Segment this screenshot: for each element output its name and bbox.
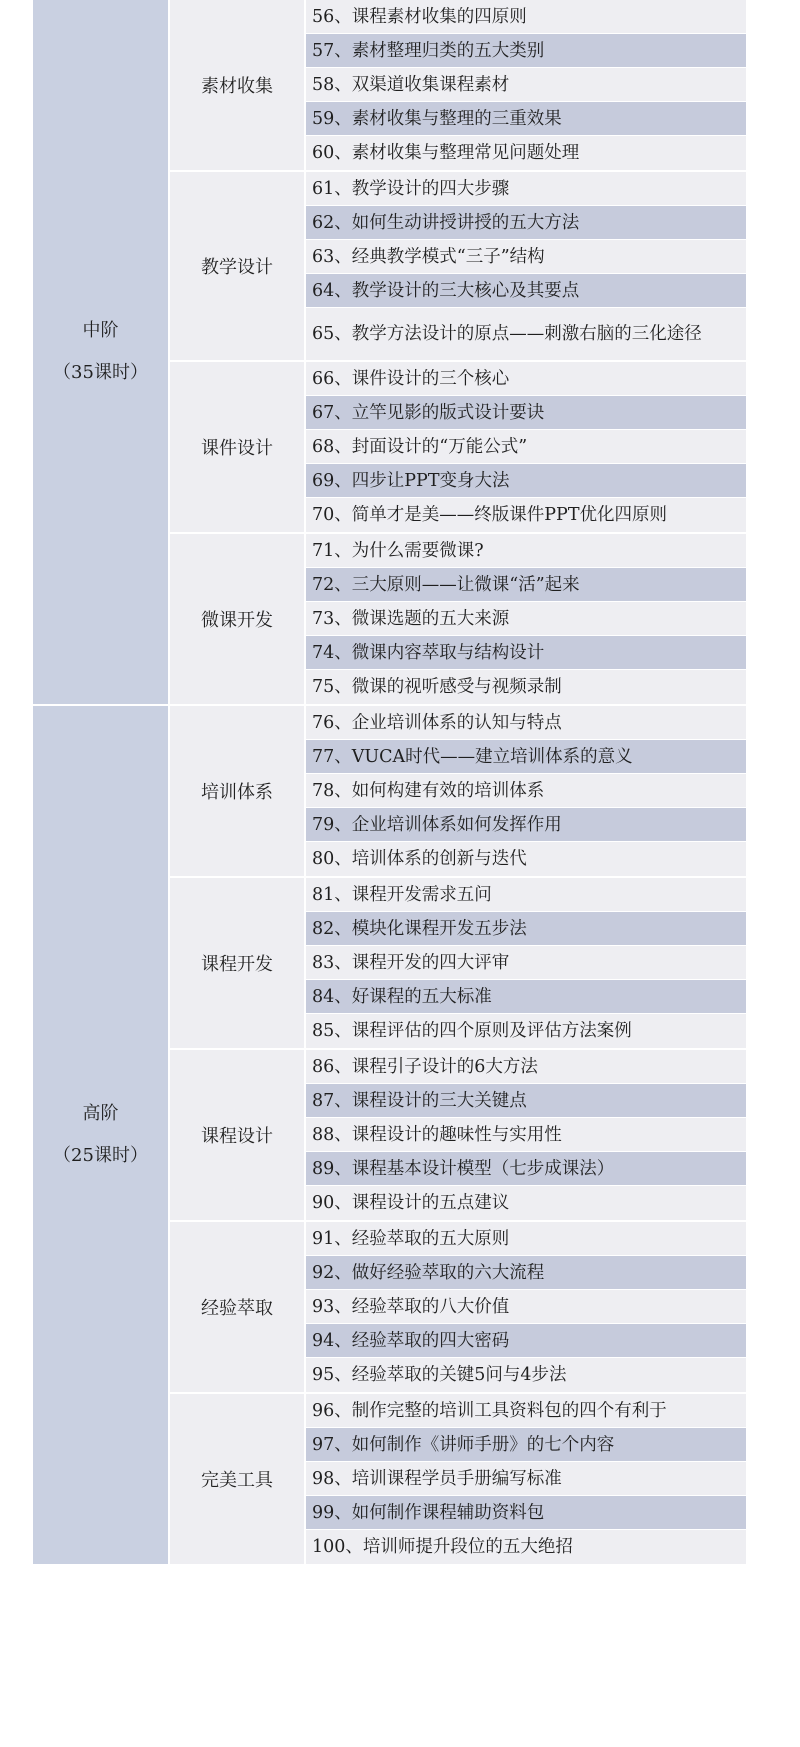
lesson-item: 78、如何构建有效的培训体系 — [306, 774, 746, 808]
level-hours: （35课时） — [53, 362, 148, 383]
topic-name: 课程设计 — [170, 1050, 306, 1220]
lesson-item: 76、企业培训体系的认知与特点 — [306, 706, 746, 740]
lesson-item: 65、教学方法设计的原点——刺激右脑的三化途径 — [306, 308, 746, 360]
lesson-item: 71、为什么需要微课? — [306, 534, 746, 568]
lesson-item: 68、封面设计的“万能公式” — [306, 430, 746, 464]
lesson-item: 77、VUCA时代——建立培训体系的意义 — [306, 740, 746, 774]
level-hours: （25课时） — [53, 1145, 148, 1166]
lesson-item: 95、经验萃取的关键5问与4步法 — [306, 1358, 746, 1392]
lesson-item: 56、课程素材收集的四原则 — [306, 0, 746, 34]
lesson-item: 60、素材收集与整理常见问题处理 — [306, 136, 746, 170]
lesson-item: 98、培训课程学员手册编写标准 — [306, 1462, 746, 1496]
curriculum-table — [33, 0, 746, 1566]
lesson-item: 70、简单才是美——终版课件PPT优化四原则 — [306, 498, 746, 532]
lesson-item: 97、如何制作《讲师手册》的七个内容 — [306, 1428, 746, 1462]
lesson-item: 96、制作完整的培训工具资料包的四个有利于 — [306, 1394, 746, 1428]
item-list — [306, 0, 746, 170]
lesson-item: 99、如何制作课程辅助资料包 — [306, 1496, 746, 1530]
lesson-item: 62、如何生动讲授讲授的五大方法 — [306, 206, 746, 240]
lesson-item: 89、课程基本设计模型（七步成课法） — [306, 1152, 746, 1186]
topic-name: 课程开发 — [170, 878, 306, 1048]
level-section — [33, 0, 746, 706]
lesson-item: 63、经典教学模式“三子”结构 — [306, 240, 746, 274]
lesson-item: 87、课程设计的三大关键点 — [306, 1084, 746, 1118]
level-name: 中阶 — [82, 320, 119, 341]
item-list — [306, 1222, 746, 1392]
topic-group — [170, 878, 746, 1050]
lesson-item: 58、双渠道收集课程素材 — [306, 68, 746, 102]
lesson-item: 59、素材收集与整理的三重效果 — [306, 102, 746, 136]
lesson-item: 64、教学设计的三大核心及其要点 — [306, 274, 746, 308]
lesson-item: 93、经验萃取的八大价值 — [306, 1290, 746, 1324]
lesson-item: 88、课程设计的趣味性与实用性 — [306, 1118, 746, 1152]
topic-group — [170, 706, 746, 878]
topic-name: 培训体系 — [170, 706, 306, 876]
item-list — [306, 534, 746, 704]
lesson-item: 81、课程开发需求五问 — [306, 878, 746, 912]
level-cell — [33, 706, 170, 1564]
lesson-item: 80、培训体系的创新与迭代 — [306, 842, 746, 876]
item-list — [306, 172, 746, 360]
lesson-item: 67、立竿见影的版式设计要诀 — [306, 396, 746, 430]
topic-group — [170, 1394, 746, 1564]
topic-name: 课件设计 — [170, 362, 306, 532]
level-section — [33, 706, 746, 1566]
lesson-item: 72、三大原则——让微课“活”起来 — [306, 568, 746, 602]
topic-group — [170, 362, 746, 534]
lesson-item: 83、课程开发的四大评审 — [306, 946, 746, 980]
lesson-item: 91、经验萃取的五大原则 — [306, 1222, 746, 1256]
level-cell — [33, 0, 170, 704]
level-name: 高阶 — [82, 1103, 119, 1124]
topic-list — [170, 0, 746, 704]
lesson-item: 94、经验萃取的四大密码 — [306, 1324, 746, 1358]
lesson-item: 85、课程评估的四个原则及评估方法案例 — [306, 1014, 746, 1048]
topic-name: 完美工具 — [170, 1394, 306, 1564]
lesson-item: 69、四步让PPT变身大法 — [306, 464, 746, 498]
topic-group — [170, 0, 746, 172]
item-list — [306, 362, 746, 532]
lesson-item: 90、课程设计的五点建议 — [306, 1186, 746, 1220]
topic-group — [170, 534, 746, 704]
lesson-item: 74、微课内容萃取与结构设计 — [306, 636, 746, 670]
item-list — [306, 1394, 746, 1564]
topic-list — [170, 706, 746, 1564]
item-list — [306, 706, 746, 876]
topic-group — [170, 1222, 746, 1394]
topic-name: 教学设计 — [170, 172, 306, 360]
topic-group — [170, 172, 746, 362]
item-list — [306, 878, 746, 1048]
lesson-item: 57、素材整理归类的五大类别 — [306, 34, 746, 68]
lesson-item: 75、微课的视听感受与视频录制 — [306, 670, 746, 704]
lesson-item: 100、培训师提升段位的五大绝招 — [306, 1530, 746, 1564]
lesson-item: 82、模块化课程开发五步法 — [306, 912, 746, 946]
topic-name: 经验萃取 — [170, 1222, 306, 1392]
lesson-item: 73、微课选题的五大来源 — [306, 602, 746, 636]
topic-name: 素材收集 — [170, 0, 306, 170]
topic-group — [170, 1050, 746, 1222]
lesson-item: 61、教学设计的四大步骤 — [306, 172, 746, 206]
item-list — [306, 1050, 746, 1220]
lesson-item: 92、做好经验萃取的六大流程 — [306, 1256, 746, 1290]
lesson-item: 86、课程引子设计的6大方法 — [306, 1050, 746, 1084]
lesson-item: 66、课件设计的三个核心 — [306, 362, 746, 396]
lesson-item: 84、好课程的五大标准 — [306, 980, 746, 1014]
lesson-item: 79、企业培训体系如何发挥作用 — [306, 808, 746, 842]
topic-name: 微课开发 — [170, 534, 306, 704]
